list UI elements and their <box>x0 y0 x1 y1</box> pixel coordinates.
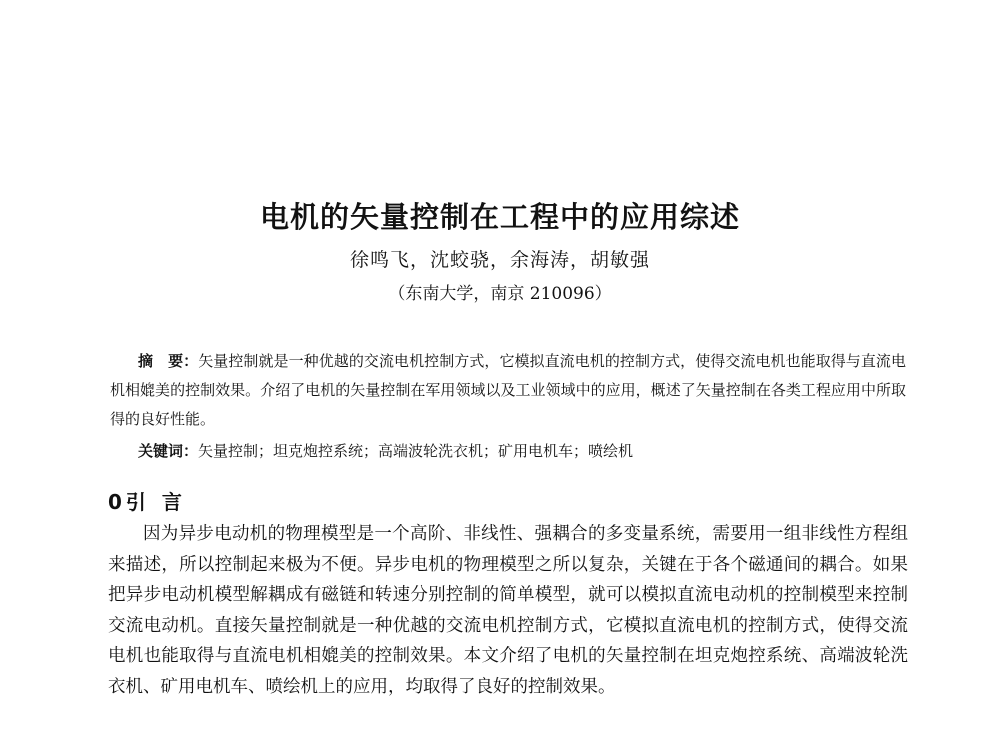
author-list: 徐鸣飞，沈蛟骁，余海涛，胡敏强 <box>349 249 650 271</box>
abstract <box>110 347 906 434</box>
affiliation: （东南大学，南京 210096） <box>388 284 612 304</box>
keywords-text: 矢量控制；坦克炮控系统；高端波轮洗衣机；矿用电机车；喷绘机 <box>198 442 634 460</box>
section-number: 0 <box>108 490 122 514</box>
section-title: 引言 <box>125 490 198 514</box>
section-heading <box>108 486 198 515</box>
paper-title: 电机的矢量控制在工程中的应用综述 <box>259 200 740 235</box>
abstract-label: 摘 要： <box>138 352 199 370</box>
abstract-text: 矢量控制就是一种优越的交流电机控制方式，它模拟直流电机的控制方式，使得交流电机也能取得与直流电机相媲美的控制效果。介绍了电机的矢量控制在军用领域以及工业领域中的应用，概述了矢量控制在各类工程应用中所取得的良好性能。 <box>110 352 906 428</box>
keywords <box>138 437 908 466</box>
intro-paragraph: 因为异步电动机的物理模型是一个高阶、非线性、强耦合的多变量系统，需要用一组非线性方程组来描述，所以控制起来极为不便。异步电机的物理模型之所以复杂，关键在于各个磁通间的耦合。如果把异步电动机模型解耦成有磁链和转速分别控制的简单模型，就可以模拟直流电动机的控制模型来控制交流电动机。直接矢量控制就是一种优越的交流电机控制方式，它模拟直流电机的控制方式，使得交流电机也能取得与直流电机相媲美的控制效果。本文介绍了电机的矢量控制在坦克炮控系统、高端波轮洗衣机、矿用电机车、喷绘机上的应用，均取得了良好的控制效果。 <box>108 524 908 697</box>
keywords-label: 关键词： <box>138 442 199 460</box>
